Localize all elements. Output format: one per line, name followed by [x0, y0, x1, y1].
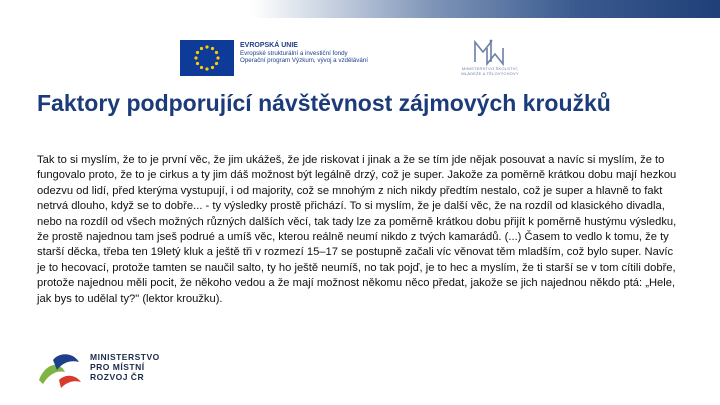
slide-body-text: Tak to si myslím, že to je první věc, že jim ukážeš, že jde riskovat i jinak a že se tím jde nějak posouvat a navíc si myslím, že to fungovalo proto, že to je cirkus a ty jim dáš možnost být legálně drzý, což je super. Jakože za poměrně krátkou dobu mají hezkou odezvu od lidí, před kterýma vystupují, i od majority, což se mnohým z nich nikdy předtím nestalo, což je super a hlavně to fakt netrvá dlouho, když se to dobře... - ty výsledky prostě přichází. To si myslím, že je další věc, že na rozdíl od klasického divadla, nebo na rozdíl od všech možných různých dalších věcí, tak tady lze za poměrně krátkou dobu přijít k poměrně hustýmu výsledku, že prostě najednou tam jseš podrué a umíš věc, kterou reálně neumí nikdo z tvých kamarádů. (...) Časem to vedlo k tomu, že ty starší děcka, třeba ten 19letý kluk a ještě tři v rozmezí 15–17 se postupně začali víc věnovat těm mladším, což bylo super. Navíc je to hecovací, protože tamten se naučil salto, ty ho ještě neumíš, no tak pojď, je to hec a myslím, že ti starší se v tom cítili dobře, protože najednou měli pocit, že někoho vedou a že mají možnost někomu něco předat, jakože se jich najednou někdo ptá: „Hele, jak bys to udělal ty?" (lektor kroužku). [37, 154, 677, 305]
msmt-logo-line1: MINISTERSTVO ŠKOLSTVÍ, [461, 66, 519, 71]
mmr-emblem-icon [35, 350, 85, 390]
eu-logo [180, 40, 430, 76]
eu-flag-icon [180, 40, 234, 76]
mmr-logo-line2: PRO MÍSTNÍ [90, 362, 145, 372]
eu-logo-line3: Operační program Výzkum, vývoj a vzdělávání [240, 57, 368, 65]
eu-logo-line1: EVROPSKÁ UNIE [240, 42, 298, 49]
msmt-logo [445, 38, 535, 78]
msmt-emblem-icon [445, 38, 535, 66]
msmt-logo-line2: MLÁDEŽE A TĚLOVÝCHOVY [461, 71, 519, 76]
mmr-logo [35, 350, 205, 390]
eu-logo-line2: Evropské strukturální a investiční fondy [240, 49, 348, 57]
slide-title: Faktory podporující návštěvnost zájmových kroužků [37, 90, 611, 116]
top-gradient-band [0, 0, 720, 18]
mmr-logo-line1: MINISTERSTVO [90, 352, 160, 362]
mmr-logo-line3: ROZVOJ ČR [90, 372, 145, 382]
